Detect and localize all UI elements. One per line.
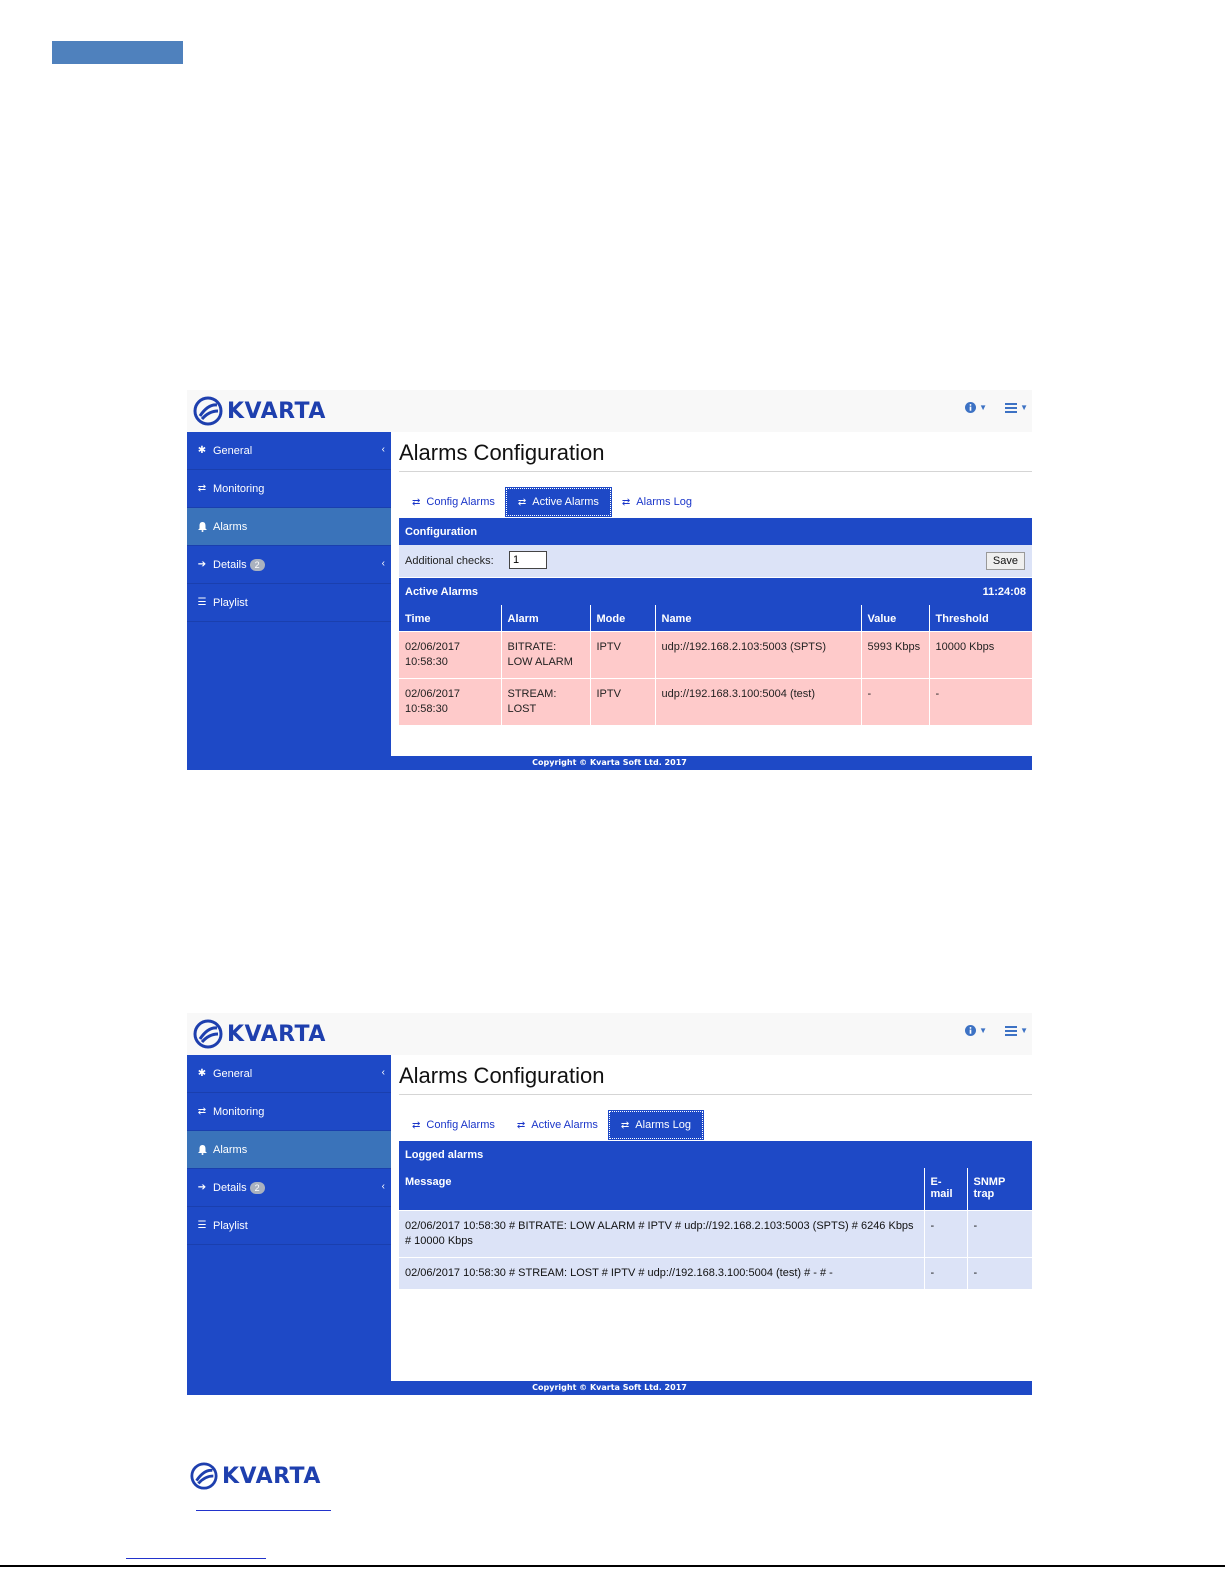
column-header-value[interactable]: Value — [861, 605, 929, 632]
menu-icon — [1005, 403, 1017, 413]
info-icon — [965, 402, 976, 413]
kvarta-logo[interactable] — [193, 1017, 326, 1051]
tab-config-alarms[interactable] — [401, 1111, 506, 1139]
tab-config-alarms[interactable] — [401, 488, 506, 516]
page-title: Alarms Configuration — [399, 440, 605, 465]
hyperlink-underline[interactable] — [196, 1510, 331, 1511]
caret-down-icon: ▼ — [1020, 403, 1028, 412]
bell-icon — [193, 522, 211, 532]
sidebar-item-label: Details — [213, 1181, 247, 1194]
page-bottom-rule — [0, 1565, 1225, 1567]
sidebar-item-label: Playlist — [213, 596, 248, 609]
tab-bar — [401, 1111, 703, 1139]
tab-active-alarms[interactable] — [506, 488, 611, 516]
refresh-icon: ⇄ — [620, 1119, 630, 1131]
table-row — [399, 632, 1032, 679]
additional-checks-label: Additional checks: — [405, 555, 494, 567]
chevron-left-icon: ‹ — [381, 558, 385, 569]
list-icon: ☰ — [197, 597, 207, 608]
cell-message: 02/06/2017 10:58:30 # BITRATE: LOW ALARM # IPTV # udp://192.168.2.103:5003 (SPTS) # 6246 Kbps # 10000 Kbps — [399, 1210, 924, 1257]
tab-label: Alarms Log — [636, 496, 692, 508]
tab-alarms-log[interactable] — [609, 1111, 703, 1139]
bell-icon — [193, 1145, 211, 1155]
arrow-right-icon: ➔ — [197, 559, 207, 570]
kvarta-logo-icon — [193, 396, 223, 426]
column-header-name[interactable]: Name — [655, 605, 861, 632]
chevron-left-icon: ‹ — [381, 1067, 385, 1078]
table-row — [399, 1257, 1032, 1289]
sidebar-item-details[interactable] — [187, 1169, 391, 1207]
arrow-right-icon: ➔ — [197, 1182, 207, 1193]
sidebar-item-label: Monitoring — [213, 482, 265, 495]
navbar — [187, 390, 1032, 432]
logo-text: KVARTA — [227, 398, 326, 424]
kvarta-logo-icon — [190, 1462, 218, 1490]
sidebar-item-label: General — [213, 1067, 253, 1080]
cell-threshold: - — [929, 679, 1032, 726]
main-content — [391, 432, 1032, 756]
gear-icon: ✱ — [197, 445, 207, 456]
column-header-alarm[interactable]: Alarm — [501, 605, 590, 632]
sidebar-item-playlist[interactable] — [187, 584, 391, 622]
caret-down-icon: ▼ — [1020, 1026, 1028, 1035]
title-divider — [399, 471, 1032, 472]
sidebar-item-label: Alarms — [213, 1143, 248, 1156]
menu-dropdown[interactable] — [1005, 403, 1028, 413]
cell-snmp: - — [967, 1257, 1032, 1289]
sidebar-item-alarms[interactable] — [187, 1131, 391, 1169]
sidebar-item-monitoring[interactable] — [187, 470, 391, 508]
active-alarms-panel-header — [399, 578, 1032, 605]
sidebar-item-details[interactable] — [187, 546, 391, 584]
configuration-row — [399, 545, 1032, 577]
cell-time: 02/06/2017 10:58:30 — [399, 632, 501, 679]
menu-dropdown[interactable] — [1005, 1026, 1028, 1036]
column-header-message[interactable]: Message — [399, 1168, 924, 1210]
info-dropdown[interactable] — [965, 1025, 987, 1036]
footer-copyright: Copyright © Kvarta Soft Ltd. 2017 — [187, 756, 1032, 770]
sidebar-item-label: Details — [213, 558, 247, 571]
alarms-log-table — [399, 1168, 1032, 1289]
column-header-mode[interactable]: Mode — [590, 605, 655, 632]
cell-time: 02/06/2017 10:58:30 — [399, 679, 501, 726]
info-dropdown[interactable] — [965, 402, 987, 413]
title-divider — [399, 1094, 1032, 1095]
sidebar-item-general[interactable] — [187, 432, 391, 470]
additional-checks-input[interactable] — [509, 551, 547, 569]
cell-mode: IPTV — [590, 679, 655, 726]
configuration-panel-header: Configuration — [399, 518, 1032, 545]
column-header-snmp-trap[interactable]: SNMP trap — [967, 1168, 1032, 1210]
cell-name: udp://192.168.2.103:5003 (SPTS) — [655, 632, 861, 679]
count-badge: 2 — [250, 1182, 265, 1194]
tab-label: Alarms Log — [635, 1119, 691, 1131]
column-header-email[interactable]: E-mail — [924, 1168, 967, 1210]
refresh-icon: ⇄ — [197, 1106, 207, 1117]
caret-down-icon: ▼ — [979, 1026, 988, 1035]
sidebar-item-label: General — [213, 444, 253, 457]
sidebar — [187, 1055, 391, 1381]
save-button[interactable]: Save — [986, 552, 1025, 570]
sidebar-item-label: Playlist — [213, 1219, 248, 1232]
document-footer-logo — [190, 1460, 321, 1492]
count-badge: 2 — [250, 559, 265, 571]
cell-snmp: - — [967, 1210, 1032, 1257]
menu-icon — [1005, 1026, 1017, 1036]
active-alarms-table — [399, 605, 1032, 725]
cell-alarm: BITRATE: LOW ALARM — [501, 632, 590, 679]
cell-email: - — [924, 1210, 967, 1257]
logo-text: KVARTA — [222, 1463, 321, 1489]
refresh-icon: ⇄ — [516, 1119, 526, 1131]
table-header-row — [399, 1168, 1032, 1210]
tab-active-alarms[interactable] — [506, 1111, 609, 1139]
kvarta-logo[interactable] — [193, 394, 326, 428]
footer-copyright: Copyright © Kvarta Soft Ltd. 2017 — [187, 1381, 1032, 1395]
sidebar-item-monitoring[interactable] — [187, 1093, 391, 1131]
main-content — [391, 1055, 1032, 1381]
cell-value: 5993 Kbps — [861, 632, 929, 679]
logo-text: KVARTA — [227, 1021, 326, 1047]
refresh-icon: ⇄ — [621, 496, 631, 508]
current-time: 11:24:08 — [982, 585, 1026, 598]
caret-down-icon: ▼ — [979, 403, 988, 412]
page-title: Alarms Configuration — [399, 1063, 605, 1088]
cell-mode: IPTV — [590, 632, 655, 679]
sidebar-item-playlist[interactable] — [187, 1207, 391, 1245]
chevron-left-icon: ‹ — [381, 444, 385, 455]
tab-alarms-log[interactable] — [611, 488, 703, 516]
sidebar — [187, 432, 391, 756]
cell-alarm: STREAM: LOST — [501, 679, 590, 726]
cell-threshold: 10000 Kbps — [929, 632, 1032, 679]
refresh-icon: ⇄ — [197, 483, 207, 494]
column-header-time[interactable]: Time — [399, 605, 501, 632]
cell-name: udp://192.168.3.100:5004 (test) — [655, 679, 861, 726]
table-row — [399, 1210, 1032, 1257]
page-header-bar — [52, 41, 183, 64]
chevron-left-icon: ‹ — [381, 1181, 385, 1192]
cell-email: - — [924, 1257, 967, 1289]
tab-label: Config Alarms — [426, 1119, 495, 1131]
column-header-threshold[interactable]: Threshold — [929, 605, 1032, 632]
list-icon: ☰ — [197, 1220, 207, 1231]
screenshot-active-alarms — [187, 390, 1032, 770]
table-header-row — [399, 605, 1032, 632]
tab-label: Config Alarms — [426, 496, 495, 508]
navbar — [187, 1013, 1032, 1055]
kvarta-logo-icon — [193, 1019, 223, 1049]
sidebar-item-label: Alarms — [213, 520, 248, 533]
refresh-icon: ⇄ — [517, 496, 527, 508]
gear-icon: ✱ — [197, 1068, 207, 1079]
info-icon — [965, 1025, 976, 1036]
sidebar-item-label: Monitoring — [213, 1105, 265, 1118]
screenshot-alarms-log — [187, 1013, 1032, 1395]
refresh-icon: ⇄ — [412, 1119, 421, 1131]
refresh-icon: ⇄ — [412, 496, 421, 508]
cell-message: 02/06/2017 10:58:30 # STREAM: LOST # IPTV # udp://192.168.3.100:5004 (test) # - # - — [399, 1257, 924, 1289]
tab-label: Active Alarms — [531, 1119, 598, 1131]
table-row — [399, 679, 1032, 726]
tab-bar — [401, 488, 703, 516]
active-alarms-title: Active Alarms — [405, 585, 478, 598]
cell-value: - — [861, 679, 929, 726]
logged-alarms-panel-header: Logged alarms — [399, 1141, 1032, 1168]
sidebar-item-general[interactable] — [187, 1055, 391, 1093]
hyperlink-underline[interactable] — [126, 1558, 266, 1559]
tab-label: Active Alarms — [532, 496, 599, 508]
sidebar-item-alarms[interactable] — [187, 508, 391, 546]
